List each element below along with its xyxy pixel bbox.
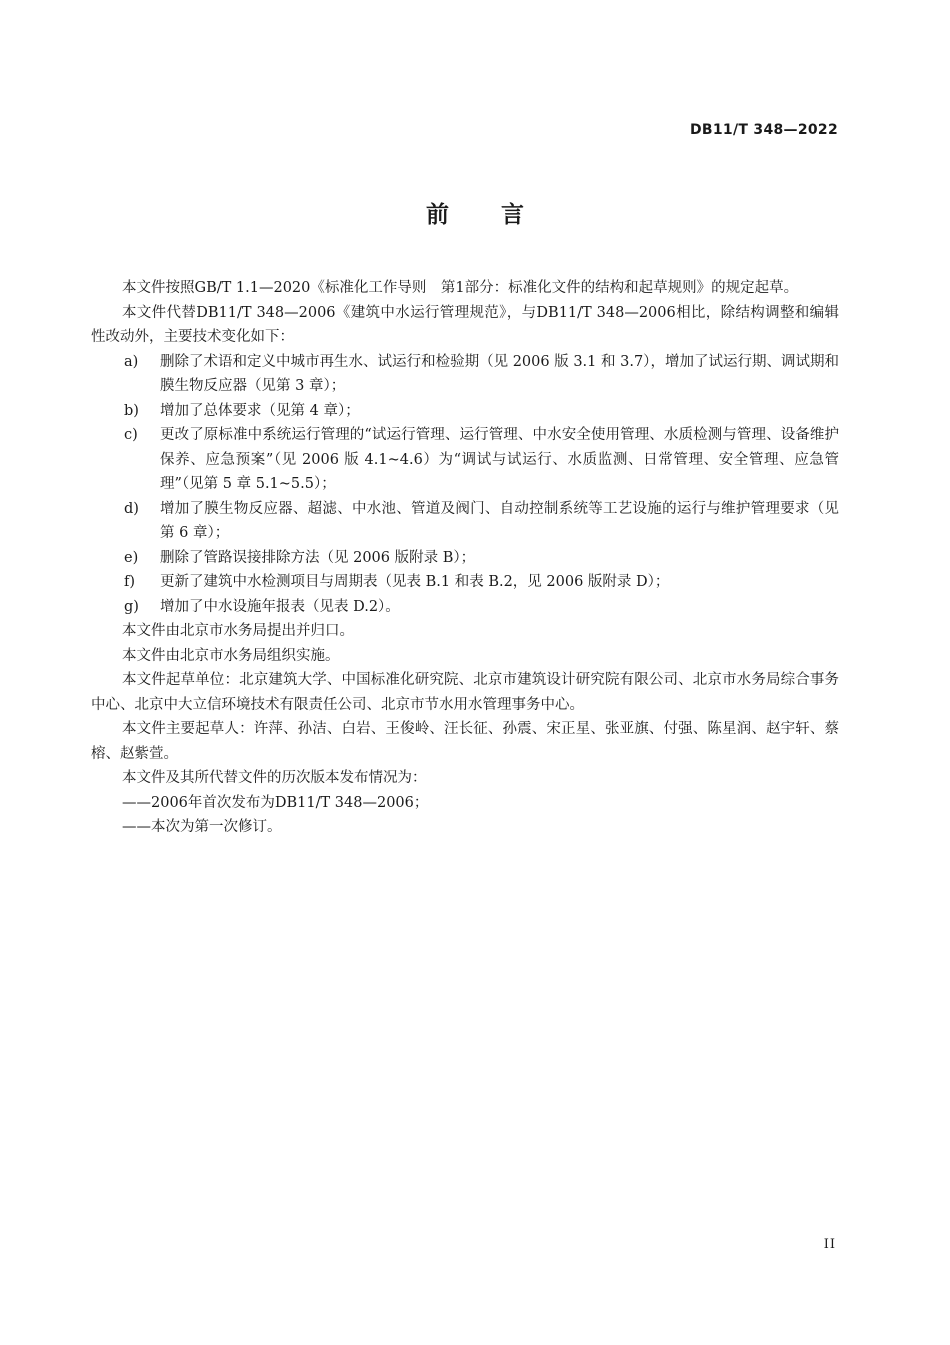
history-item-first-revision: ——本次为第一次修订。 — [122, 819, 282, 835]
list-item-text: 删除了管路误接排除方法（见 2006 版附录 B）； — [160, 549, 476, 566]
list-item-change-f — [91, 570, 839, 595]
list-item-change-g — [91, 595, 839, 620]
list-item-text: 删除了术语和定义中城市再生水、试运行和检验期（见 2006 版 3.1 和 3.7），增加了试运行期、调试期和膜生物反应器（见第 3 章）； — [160, 353, 839, 394]
history-item-first-release: ——2006年首次发布为DB11/T 348—2006； — [122, 794, 429, 811]
list-item-change-b — [91, 399, 839, 424]
list-item-change-a — [91, 350, 839, 399]
paragraph-implementer: 本文件由北京市水务局组织实施。 — [122, 647, 340, 664]
list-marker: c) — [124, 427, 138, 443]
list-item-text: 增加了膜生物反应器、超滤、中水池、管道及阀门、自动控制系统等工艺设施的运行与维护管理要求（见第 6 章）； — [160, 500, 839, 541]
document-code: DB11/T 348—2022 — [690, 122, 838, 138]
page-number: II — [823, 1237, 836, 1252]
list-item-text: 增加了总体要求（见第 4 章）； — [160, 402, 360, 419]
list-marker: d) — [124, 500, 139, 517]
page-title: 前言 — [426, 202, 576, 228]
paragraph-drafters: 本文件主要起草人：许萍、孙洁、白岩、王俊岭、汪长征、孙震、宋正星、张亚旗、付强、陈星润、赵宇轩、蔡榕、赵紫萱。 — [91, 721, 839, 762]
list-marker: b) — [124, 402, 139, 419]
paragraph-drafting-units: 本文件起草单位：北京建筑大学、中国标准化研究院、北京市建筑设计研究院有限公司、北京市水务局综合事务中心、北京中大立信环境技术有限责任公司、北京市节水用水管理事务中心。 — [91, 672, 839, 713]
list-item-text: 更新了建筑中水检测项目与周期表（见表 B.1 和表 B.2，见 2006 版附录 D）； — [160, 574, 670, 590]
list-item-text: 更改了原标准中系统运行管理的“试运行管理、运行管理、中水安全使用管理、水质检测与管理、设备维护保养、应急预案”（见 2006 版 4.1~4.6）为“调试与试运行、水质监测、日常管理、安全管理、应急管理”（见第 5 章 5.1~5.5）； — [160, 427, 839, 492]
list-item-change-e — [91, 546, 839, 571]
list-marker: e) — [124, 549, 139, 566]
paragraph-history-intro: 本文件及其所代替文件的历次版本发布情况为： — [122, 770, 427, 786]
paragraph-proposer: 本文件由北京市水务局提出并归口。 — [122, 623, 354, 639]
paragraph-drafting-rules: 本文件按照GB/T 1.1—2020《标准化工作导则 第1部分：标准化文件的结构和起草规则》的规定起草。 — [122, 280, 799, 296]
paragraph-replacement: 本文件代替DB11/T 348—2006《建筑中水运行管理规范》，与DB11/T 348—2006相比，除结构调整和编辑性改动外，主要技术变化如下： — [91, 304, 839, 345]
foreword-body — [91, 276, 839, 840]
list-marker: a) — [124, 353, 139, 370]
list-item-change-d — [91, 497, 839, 546]
list-item-text: 增加了中水设施年报表（见表 D.2）。 — [160, 598, 400, 615]
list-marker: f) — [124, 574, 136, 590]
list-item-change-c — [91, 423, 839, 497]
list-marker: g) — [124, 598, 139, 615]
